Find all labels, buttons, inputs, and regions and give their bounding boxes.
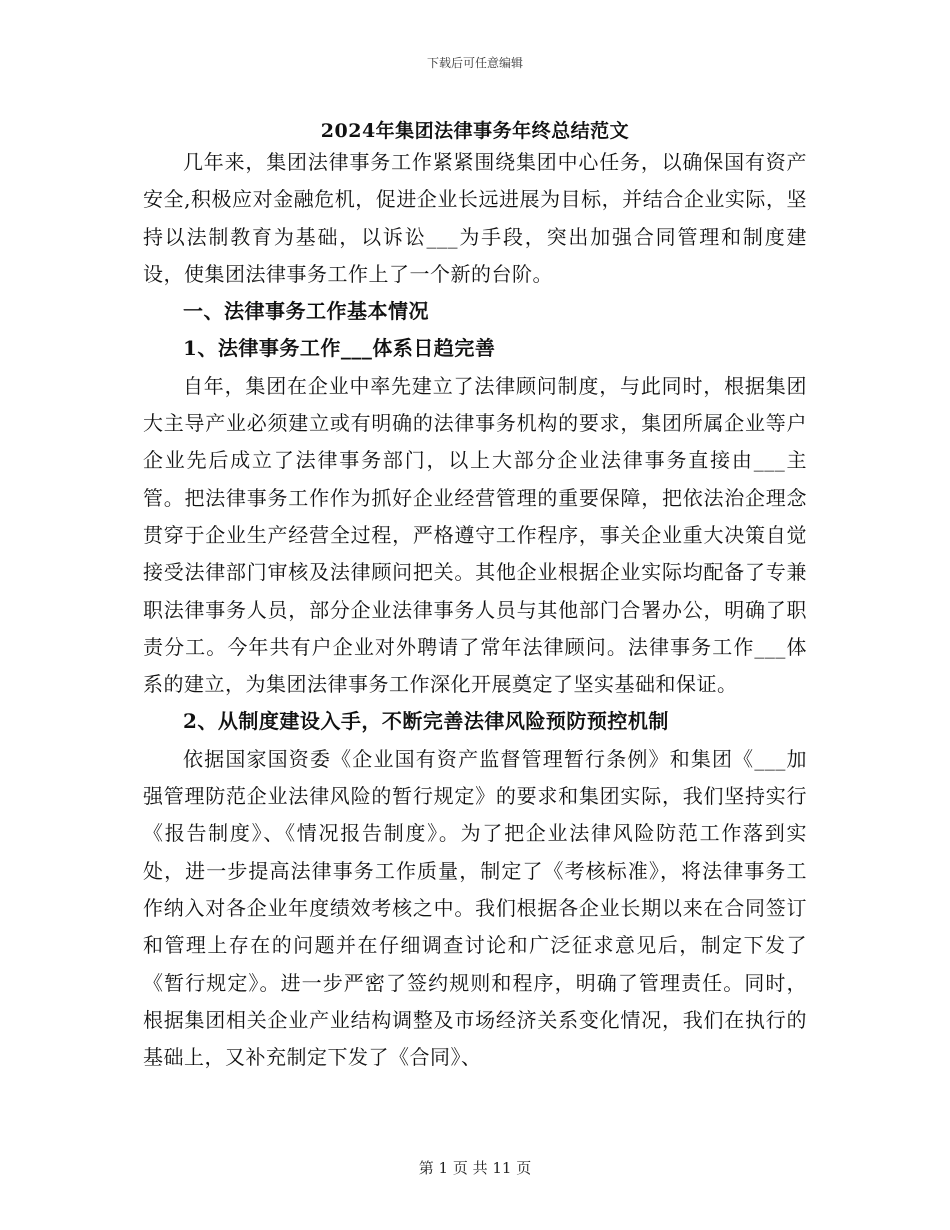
document-body <box>143 144 807 1076</box>
paragraph-1: 自年，集团在企业中率先建立了法律顾问制度，与此同时，根据集团大主导产业必须建立或有明确的法律事务机构的要求，集团所属企业等户企业先后成立了法律事务部门，以上大部分企业法律事务直接由___主管。把法律事务工作作为抓好企业经营管理的重要保障，把依法治企理念贯穿于企业生产经营全过程，严格遵守工作程序，事关企业重大决策自觉接受法律部门审核及法律顾问把关。其他企业根据企业实际均配备了专兼职法律事务人员，部分企业法律事务人员与其他部门合署办公，明确了职责分工。今年共有户企业对外聘请了常年法律顾问。法律事务工作___体系的建立，为集团法律事务工作深化开展奠定了坚实基础和保证。 <box>143 373 807 697</box>
subsection-heading-2: 2、从制度建设入手，不断完善法律风险预防预控机制 <box>183 709 669 734</box>
intro-paragraph: 几年来，集团法律事务工作紧紧围绕集团中心任务，以确保国有资产安全,积极应对金融危机，促进企业长远进展为目标，并结合企业实际，坚持以法制教育为基础，以诉讼___为手段，突出加强合同管理和制度建设，使集团法律事务工作上了一个新的台阶。 <box>143 150 807 286</box>
header-note: 下载后可任意编辑 <box>426 56 523 70</box>
subsection-heading-1: 1、法律事务工作___体系日趋完善 <box>183 336 496 361</box>
page-footer: 第 1 页 共 11 页 <box>418 1159 532 1177</box>
paragraph-2: 依据国家国资委《企业国有资产监督管理暂行条例》和集团《___加强管理防范企业法律风险的暂行规定》的要求和集团实际，我们坚持实行《报告制度》、《情况报告制度》。为了把企业法律风险防范工作落到实处，进一步提高法律事务工作质量，制定了《考核标准》，将法律事务工作纳入对各企业年度绩效考核之中。我们根据各企业长期以来在合同签订和管理上存在的问题并在仔细调查讨论和广泛征求意见后，制定下发了《暂行规定》。进一步严密了签约规则和程序，明确了管理责任。同时，根据集团相关企业产业结构调整及市场经济关系变化情况，我们在执行的基础上，又补充制定下发了《合同》、 <box>143 746 807 1070</box>
document-title: 2024年集团法律事务年终总结范文 <box>320 120 630 142</box>
section-heading-1: 一、法律事务工作基本情况 <box>183 299 429 324</box>
